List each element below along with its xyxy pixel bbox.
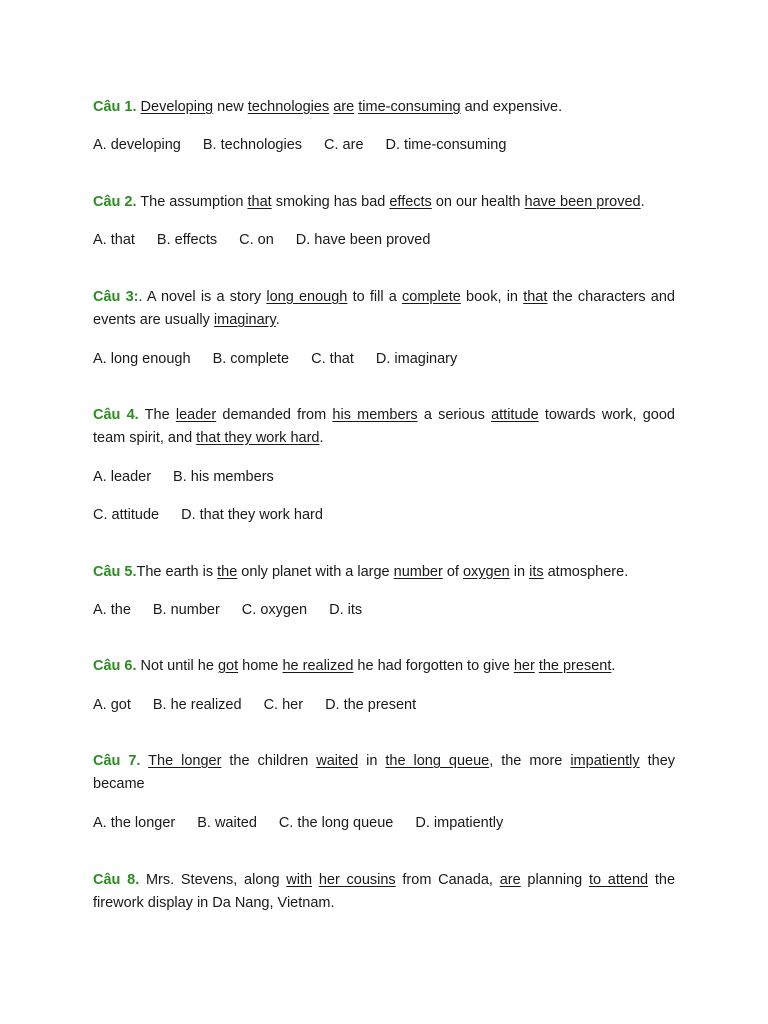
question-text-segment: new: [213, 99, 248, 115]
answer-option: D. imaginary: [375, 351, 458, 367]
question-text-segment: they became: [93, 753, 676, 792]
question-text-segment: only planet with a large: [237, 564, 394, 580]
question-label: Câu 8.: [93, 872, 140, 888]
answer-option: B. his members: [173, 469, 274, 485]
question-text-segment: the firework display in Da Nang, Vietnam.: [93, 872, 676, 911]
answer-option: C. oxygen: [241, 602, 308, 618]
question-text-segment: .: [319, 430, 324, 446]
answer-option: B. he realized: [152, 697, 242, 713]
question-text-segment: planning: [520, 872, 589, 888]
question-text-segment: The earth is: [136, 564, 218, 580]
underlined-choice: to attend: [588, 872, 649, 888]
underlined-choice: impatiently: [570, 753, 640, 769]
question-text-segment: .: [640, 194, 645, 210]
question-text: [93, 407, 675, 446]
underlined-choice: complete: [402, 289, 461, 305]
underlined-choice: got: [217, 658, 239, 674]
question-7: [93, 750, 675, 796]
underlined-choice: with: [286, 872, 313, 888]
question-3-options: [93, 348, 675, 371]
question-text-segment: he had forgotten to give: [353, 658, 514, 674]
underlined-choice: that: [523, 289, 548, 305]
underlined-choice: time-consuming: [358, 99, 461, 115]
question-text-segment: .: [611, 658, 616, 674]
answer-option: C. her: [263, 697, 304, 713]
question-1: [93, 96, 675, 119]
question-text-segment: a serious: [417, 407, 492, 423]
question-text: [137, 564, 629, 580]
answer-option: D. the present: [325, 697, 417, 713]
question-text: [137, 658, 616, 674]
question-6: [93, 655, 675, 678]
answer-option: A. long enough: [93, 351, 191, 367]
question-text-segment: The assumption: [136, 194, 248, 210]
question-4-options-row-2: [93, 504, 675, 527]
question-label: Câu 6.: [93, 658, 137, 674]
question-text-segment: home: [238, 658, 283, 674]
answer-option: B. technologies: [202, 137, 303, 153]
question-text-segment: [140, 753, 148, 769]
question-text-segment: . A novel is a story: [138, 289, 267, 305]
underlined-choice: her: [513, 658, 535, 674]
question-text-segment: book, in: [460, 289, 524, 305]
question-6-options: [93, 694, 675, 717]
answer-option: D. have been proved: [295, 232, 431, 248]
underlined-choice: The longer: [148, 753, 222, 769]
answer-option: A. that: [93, 232, 135, 248]
underlined-choice: leader: [175, 407, 217, 423]
question-text-segment: , the more: [489, 753, 571, 769]
underlined-choice: are: [333, 99, 355, 115]
question-5-options: [93, 599, 675, 622]
answer-option: B. waited: [197, 815, 257, 831]
answer-option: C. the long queue: [278, 815, 394, 831]
answer-option: D. that they work hard: [181, 507, 323, 523]
question-text-segment: in: [509, 564, 530, 580]
underlined-choice: imaginary: [213, 312, 276, 328]
question-text-segment: demanded from: [216, 407, 333, 423]
question-text-segment: the children: [221, 753, 317, 769]
question-text: [93, 289, 675, 328]
question-text-segment: the characters and events are usually: [93, 289, 675, 328]
underlined-choice: oxygen: [462, 564, 510, 580]
question-3: [93, 286, 675, 332]
question-4: [93, 404, 675, 450]
underlined-choice: waited: [316, 753, 359, 769]
underlined-choice: the: [217, 564, 238, 580]
underlined-choice: technologies: [247, 99, 330, 115]
answer-option: B. effects: [156, 232, 218, 248]
question-text-segment: of: [442, 564, 463, 580]
underlined-choice: number: [393, 564, 443, 580]
question-text-segment: atmosphere.: [543, 564, 629, 580]
question-label: Câu 1.: [93, 99, 137, 115]
question-1-options: [93, 134, 675, 157]
question-7-options: [93, 812, 675, 835]
question-label: Câu 5.: [93, 564, 137, 580]
answer-option: C. that: [311, 351, 354, 367]
question-text-segment: smoking has bad: [271, 194, 390, 210]
answer-option: B. number: [152, 602, 220, 618]
question-label: Câu 4.: [93, 407, 139, 423]
answer-option: D. its: [329, 602, 363, 618]
answer-option: A. leader: [93, 469, 152, 485]
underlined-choice: his members: [332, 407, 418, 423]
question-text: [137, 194, 645, 210]
question-text-segment: towards work, good team spirit, and: [93, 407, 675, 446]
question-text-segment: on our health: [431, 194, 525, 210]
answer-option: C. are: [324, 137, 364, 153]
question-text-segment: to fill a: [347, 289, 402, 305]
underlined-choice: are: [499, 872, 521, 888]
underlined-choice: long enough: [266, 289, 348, 305]
question-text: [93, 753, 675, 792]
answer-option: A. developing: [93, 137, 181, 153]
answer-option: A. the: [93, 602, 131, 618]
answer-option: C. attitude: [93, 507, 160, 523]
underlined-choice: attitude: [491, 407, 539, 423]
question-text: [137, 99, 563, 115]
answer-option: C. on: [239, 232, 274, 248]
question-label: Câu 3:: [93, 289, 139, 305]
question-text-segment: and expensive.: [460, 99, 563, 115]
underlined-choice: her cousins: [318, 872, 396, 888]
question-text-segment: Mrs. Stevens, along: [139, 872, 287, 888]
underlined-choice: he realized: [282, 658, 354, 674]
question-text-segment: from Canada,: [395, 872, 500, 888]
underlined-choice: its: [529, 564, 544, 580]
answer-option: A. got: [93, 697, 131, 713]
question-text-segment: The: [138, 407, 176, 423]
underlined-choice: have been proved: [524, 194, 641, 210]
question-8: [93, 869, 675, 915]
question-2-options: [93, 229, 675, 252]
answer-option: D. time-consuming: [385, 137, 507, 153]
answer-option: B. complete: [212, 351, 290, 367]
underlined-choice: that they work hard: [196, 430, 320, 446]
question-5: [93, 561, 675, 584]
question-2: [93, 191, 675, 214]
underlined-choice: the long queue: [385, 753, 490, 769]
underlined-choice: that: [247, 194, 272, 210]
underlined-choice: Developing: [140, 99, 214, 115]
question-label: Câu 7.: [93, 753, 141, 769]
question-text-segment: [312, 872, 319, 888]
question-label: Câu 2.: [93, 194, 137, 210]
question-text-segment: in: [358, 753, 386, 769]
underlined-choice: the present: [538, 658, 612, 674]
question-4-options-row-1: [93, 466, 675, 489]
answer-option: D. impatiently: [415, 815, 504, 831]
underlined-choice: effects: [389, 194, 432, 210]
question-text-segment: .: [275, 312, 280, 328]
question-text-segment: Not until he: [136, 658, 218, 674]
answer-option: A. the longer: [93, 815, 176, 831]
question-text: [93, 872, 675, 911]
